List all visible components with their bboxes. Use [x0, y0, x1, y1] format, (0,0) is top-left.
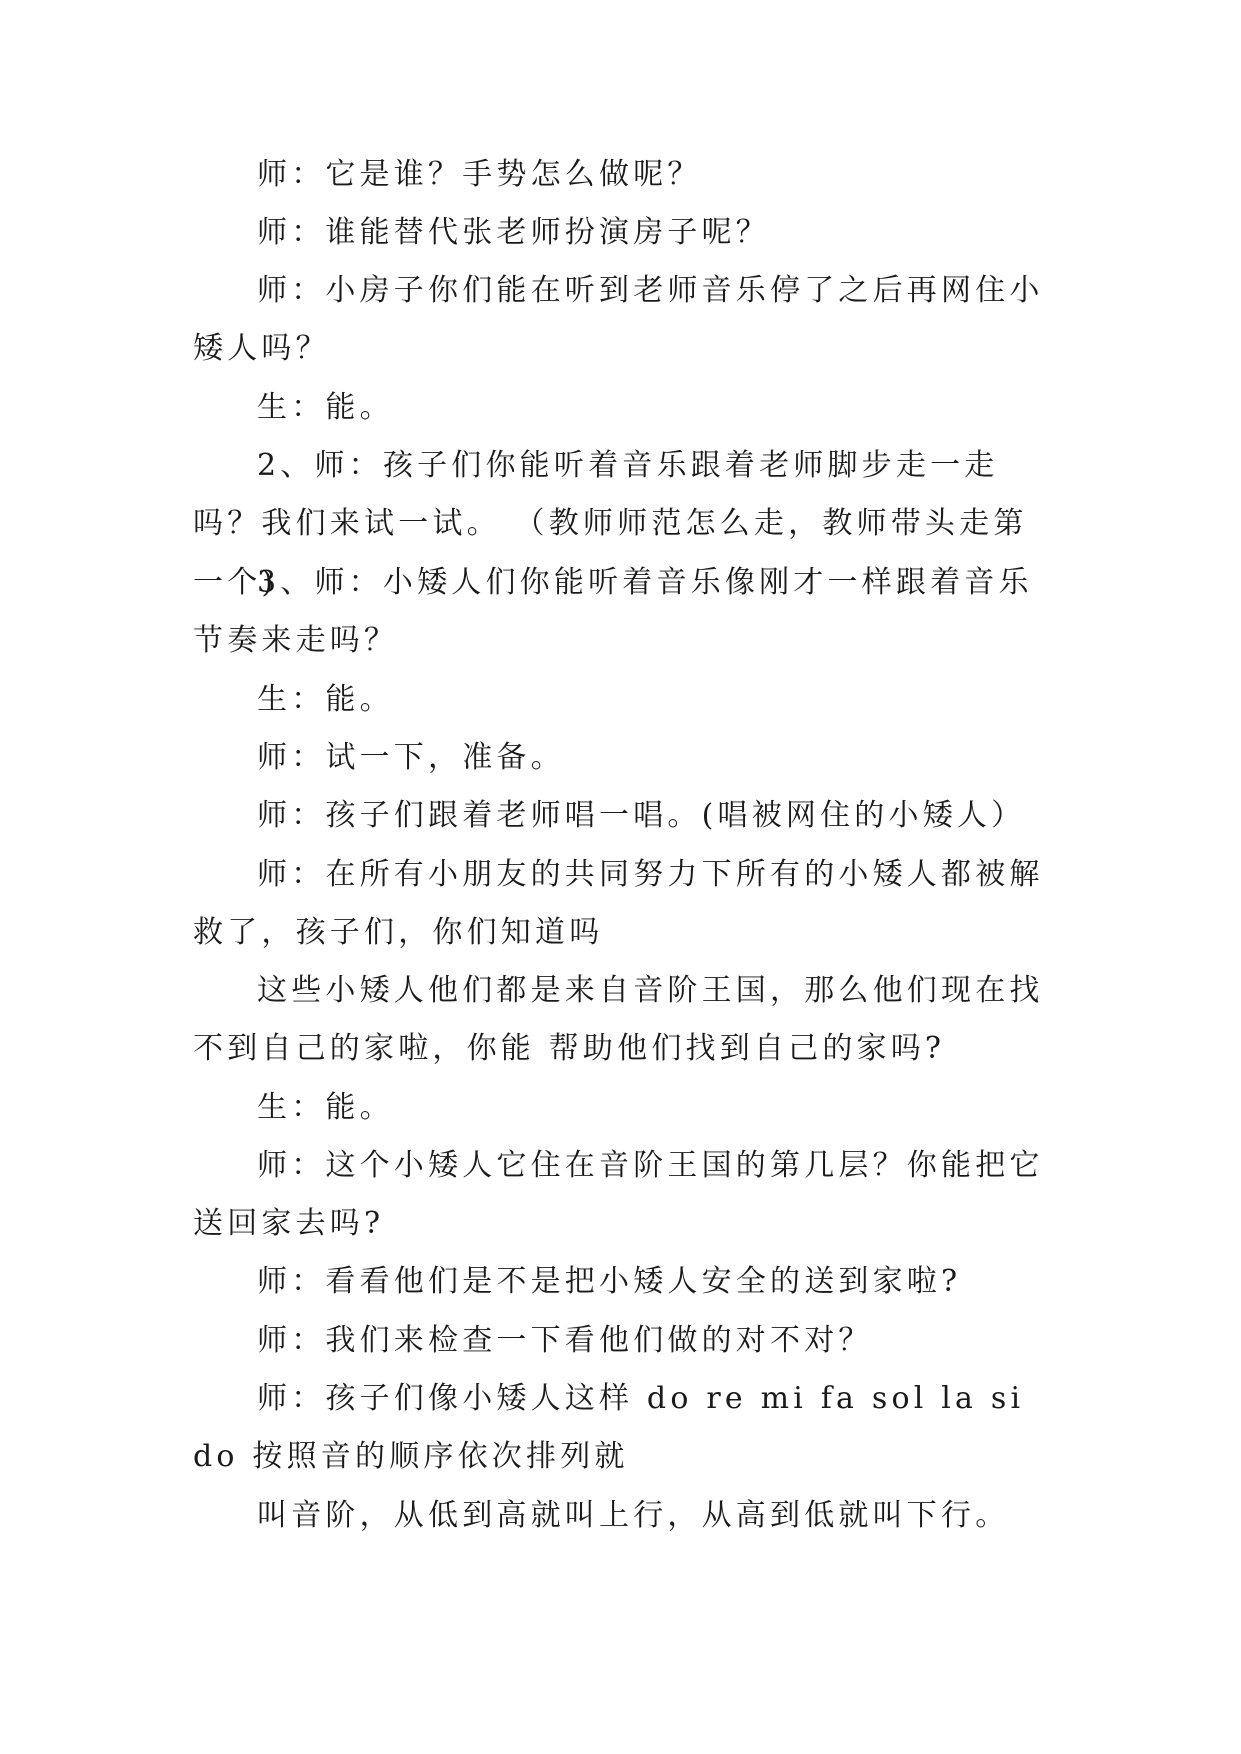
- paragraph-12: 生：能。: [257, 1090, 394, 1125]
- paragraph-16: 师：孩子们像小矮人这样 do re mi fa sol la si do 按照音的顺序依次排列就: [193, 1381, 1039, 1475]
- paragraph-3: 师：小房子你们能在听到老师音乐停了之后再网住小矮人吗？: [193, 273, 1044, 367]
- paragraph-13: 师：这个小矮人它住在音阶王国的第几层？你能把它送回家去吗?: [193, 1148, 1044, 1242]
- paragraph-10: 师：在所有小朋友的共同努力下所有的小矮人都被解救了，孩子们，你们知道吗: [193, 857, 1044, 951]
- paragraph-6: 3、师：小矮人们你能听着音乐像刚才一样跟着音乐节奏来走吗？: [193, 565, 1033, 659]
- paragraph-5: 2、师：孩子们你能听着音乐跟着老师脚步走一走吗？我们来试一试。 （教师师范怎么走，教师带头走第一个): [193, 448, 1028, 600]
- paragraph-8: 师：试一下，准备。: [257, 740, 565, 775]
- paragraph-4: 生：能。: [257, 390, 394, 425]
- paragraph-9: 师：孩子们跟着老师唱一唱。(唱被网住的小矮人）: [257, 798, 1026, 833]
- paragraph-14: 师：看看他们是不是把小矮人安全的送到家啦?: [257, 1264, 962, 1299]
- paragraph-2: 师：谁能替代张老师扮演房子呢？: [257, 215, 770, 250]
- paragraph-1: 师：它是谁？手势怎么做呢？: [257, 157, 702, 192]
- paragraph-15: 师：我们来检查一下看他们做的对不对？: [257, 1323, 873, 1358]
- paragraph-7: 生：能。: [257, 682, 394, 717]
- paragraph-17: 叫音阶，从低到高就叫上行，从高到低就叫下行。: [257, 1498, 1010, 1533]
- paragraph-11: 这些小矮人他们都是来自音阶王国，那么他们现在找不到自己的家啦，你能 帮助他们找到自己的家吗?: [193, 973, 1044, 1067]
